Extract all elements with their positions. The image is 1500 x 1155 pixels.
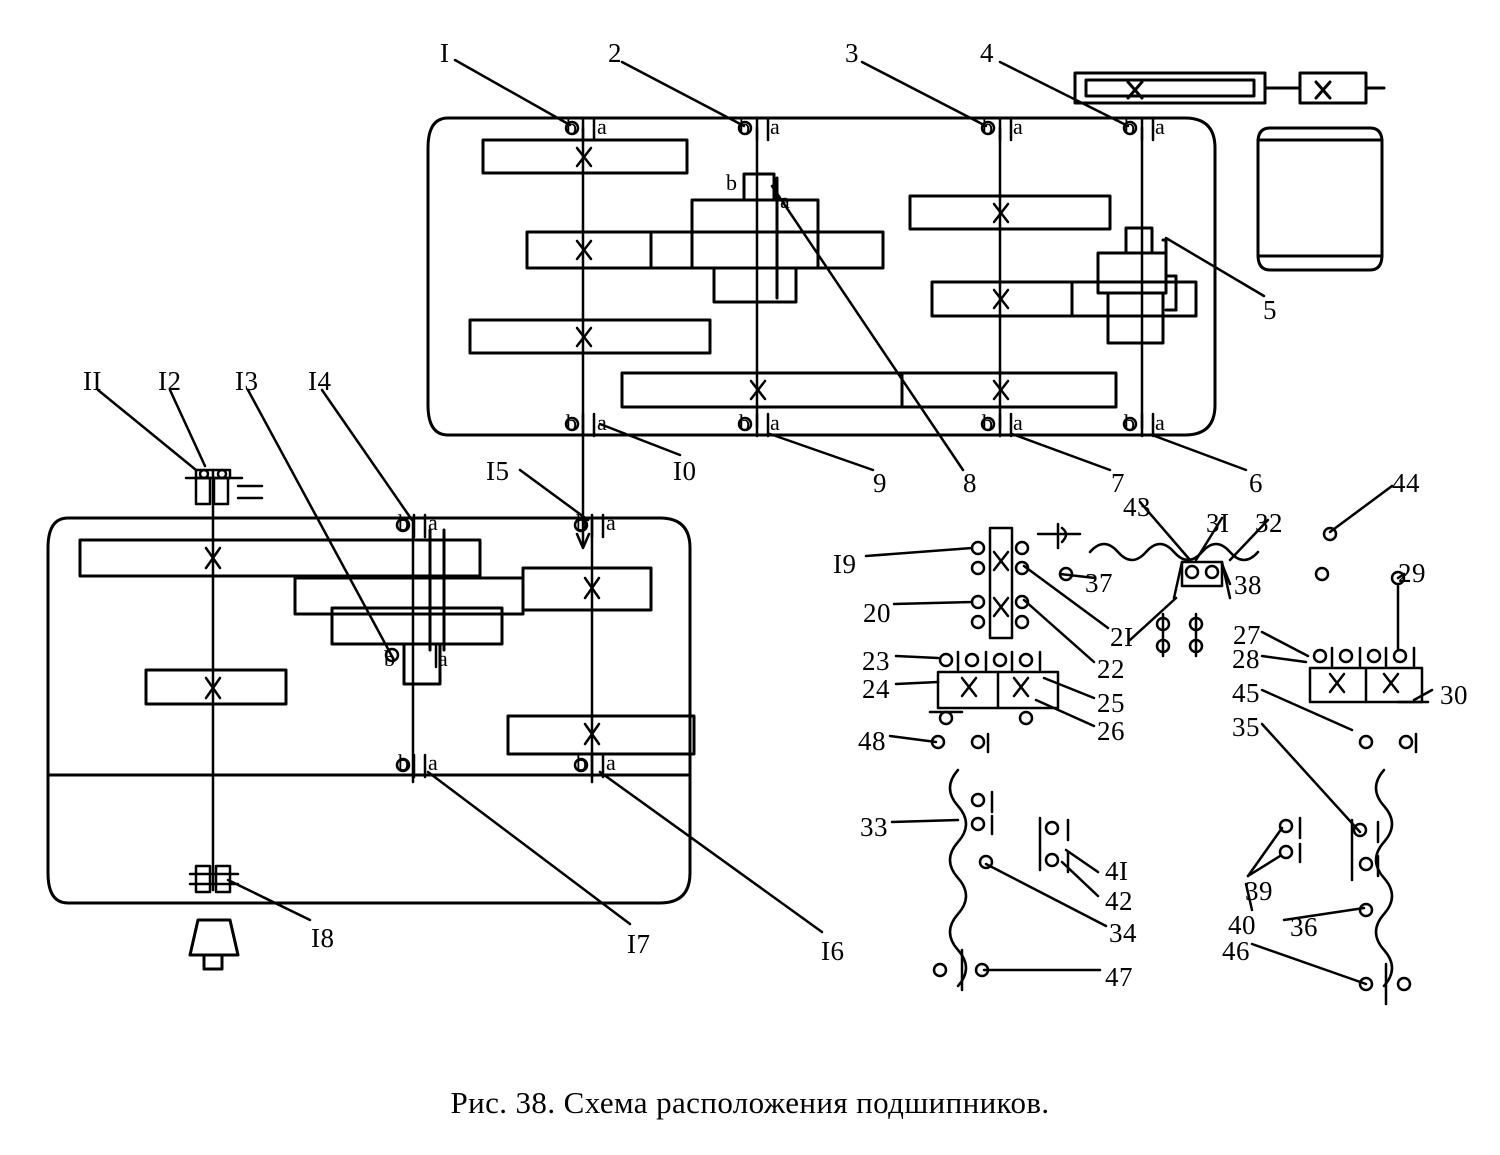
callout-label-7: 7 [1111, 468, 1125, 498]
bearing-letter-a: a [1155, 114, 1166, 139]
callout-label-44: 44 [1392, 468, 1420, 498]
callout-label-11: II [83, 366, 102, 396]
callout-label-34: 34 [1109, 918, 1137, 948]
bearing-letter-a: a [438, 646, 449, 671]
bearing-letter-b: b [566, 114, 578, 139]
callout-label-37: 37 [1085, 568, 1113, 598]
callout-label-5: 5 [1263, 295, 1277, 325]
callout-label-25: 25 [1097, 688, 1125, 718]
callout-label-32: 32 [1255, 508, 1283, 538]
bearing-letter-a: a [428, 510, 439, 535]
bearing-letter-b: b [384, 646, 396, 671]
callout-label-4: 4 [980, 38, 994, 68]
wavy-shaft-33-34 [934, 770, 1068, 990]
bearing-letter-b: b [576, 750, 588, 775]
top-right-roller [1075, 73, 1384, 103]
bearing-letter-a: a [1155, 410, 1166, 435]
lower-gears [80, 530, 694, 754]
callout-label-10: I0 [673, 456, 697, 486]
callout-label-46: 46 [1222, 936, 1250, 966]
right-callout-leaders [866, 486, 1432, 984]
bearing-letter-a: a [780, 188, 791, 213]
callout-label-40: 40 [1228, 910, 1256, 940]
callout-label-42: 42 [1105, 886, 1133, 916]
callout-label-31: 3I [1206, 508, 1230, 538]
bell-component [190, 920, 238, 969]
callout-label-26: 26 [1097, 716, 1125, 746]
bearing-letter-a: a [606, 510, 617, 535]
bearing-letter-a: a [770, 410, 781, 435]
bearing-symbols-upper-top [566, 114, 1153, 140]
callout-leaders [98, 60, 1264, 932]
callout-label-24: 24 [862, 674, 890, 704]
callout-label-14: I4 [308, 366, 332, 396]
bearing-letter-b: b [982, 114, 994, 139]
callout-label-16: I6 [821, 936, 845, 966]
bearing-symbols-lower [386, 515, 603, 777]
bearing-letter-b: b [739, 410, 751, 435]
bearing-symbols-upper-bottom [566, 410, 1153, 436]
callout-label-19: I9 [833, 549, 857, 579]
bearing-letter-a: a [428, 750, 439, 775]
callout-label-2: 2 [608, 38, 622, 68]
gear-upper-1 [470, 140, 710, 353]
bearing-letter-b: b [1124, 114, 1136, 139]
bearing-symbol-11-12 [186, 470, 262, 504]
right-bearing-group-19-22 [972, 524, 1080, 638]
callout-label-28: 28 [1232, 644, 1260, 674]
callout-label-18: I8 [311, 923, 335, 953]
callout-label-8: 8 [963, 468, 977, 498]
gear-cross-marks-upper [577, 148, 1008, 399]
bearing-letter-a: a [597, 114, 608, 139]
bearing-letter-b: b [398, 750, 410, 775]
figure-caption: Рис. 38. Схема расположения подшипников. [450, 1085, 1050, 1120]
callout-label-48: 48 [858, 726, 886, 756]
bearing-letter-b: b [398, 510, 410, 535]
top-right-drum [1258, 128, 1382, 270]
callout-label-27: 27 [1233, 620, 1261, 650]
bearing-block-29-30 [1310, 572, 1428, 752]
callout-label-30: 30 [1440, 680, 1468, 710]
bearing-letter-b: b [982, 410, 994, 435]
gear-upper-3 [910, 196, 1196, 316]
callout-label-22: 22 [1097, 654, 1125, 684]
callout-label-38: 38 [1234, 570, 1262, 600]
callout-label-6: 6 [1249, 468, 1263, 498]
callout-label-23: 23 [862, 646, 890, 676]
gear-upper-4 [1098, 228, 1176, 343]
callout-label-13: I3 [235, 366, 259, 396]
callout-label-33: 33 [860, 812, 888, 842]
bearing-letter-b: b [726, 170, 738, 195]
callout-label-3: 3 [845, 38, 859, 68]
callout-label-29: 29 [1398, 558, 1426, 588]
gear-upper-2 [651, 170, 883, 302]
bearing-letter-a: a [597, 410, 608, 435]
bearing-letter-a: a [770, 114, 781, 139]
callout-label-39: 39 [1245, 876, 1273, 906]
bearing-letter-a: a [1013, 114, 1024, 139]
bearing-group-27-28 [1157, 614, 1202, 656]
callout-label-1: I [440, 38, 450, 68]
wavy-shaft-35-46 [1280, 770, 1410, 1004]
callout-label-45: 45 [1232, 678, 1260, 708]
callout-label-20: 20 [863, 598, 891, 628]
bearing-letter-a: a [1013, 410, 1024, 435]
callout-label-43: 43 [1123, 492, 1151, 522]
callout-label-12: I2 [158, 366, 182, 396]
bearing-letter-a: a [606, 750, 617, 775]
bearing-letter-b: b [566, 410, 578, 435]
bearing-letter-b: b [739, 114, 751, 139]
callout-label-41: 4I [1105, 856, 1129, 886]
callout-label-35: 35 [1232, 712, 1260, 742]
callout-label-36: 36 [1290, 912, 1318, 942]
callout-label-15: I5 [486, 456, 510, 486]
callout-label-21: 2I [1110, 622, 1134, 652]
bearing-letter-b: b [1124, 410, 1136, 435]
gear-upper-wide-bar [622, 373, 1116, 407]
callout-label-47: 47 [1105, 962, 1133, 992]
callout-label-9: 9 [873, 468, 887, 498]
bearing-letter-b: b [576, 510, 588, 535]
callout-label-17: I7 [627, 929, 651, 959]
